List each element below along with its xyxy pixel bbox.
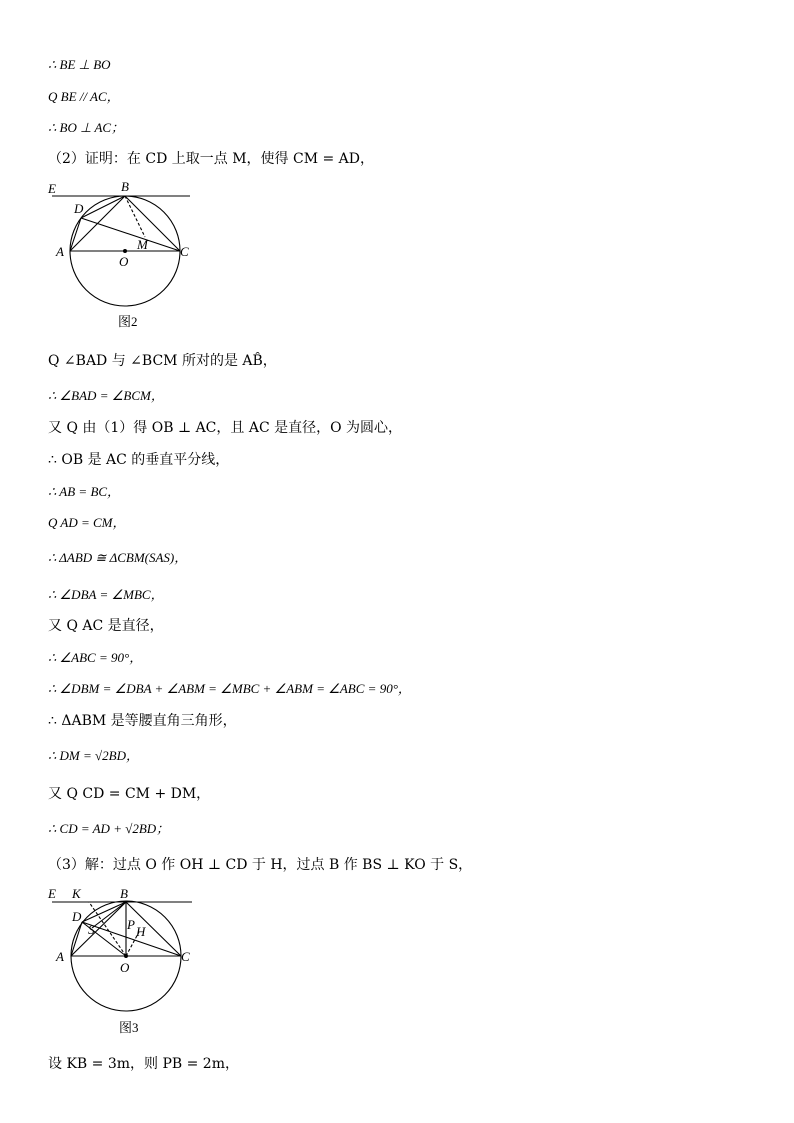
proof-line: ∴ CD = AD + √2BD； <box>48 821 170 836</box>
proof-line: ∴ OB 是 AC 的垂直平分线， <box>48 452 230 468</box>
figure-3-caption: 图3 <box>119 1020 139 1035</box>
fig3-label-A: A <box>56 949 64 964</box>
proof-line: ∴ BO ⊥ AC； <box>48 120 125 135</box>
fig3-label-C: C <box>181 949 190 964</box>
proof-line: Q AD = CM， <box>48 515 126 530</box>
fig2-label-A: A <box>56 244 64 259</box>
fig3-label-S: S <box>88 922 95 937</box>
fig3-label-D: D <box>72 909 82 924</box>
fig2-label-D: D <box>74 201 84 216</box>
proof-line: 又 Q AC 是直径， <box>48 618 164 634</box>
figure-3 <box>44 884 204 1040</box>
proof-line: ∴ BE ⊥ BO <box>48 57 111 72</box>
proof-line: ∴ ∠ABC = 90°， <box>48 650 143 665</box>
proof-line: 又 Q CD = CM + DM， <box>48 786 211 802</box>
fig3-label-E: E <box>48 886 56 901</box>
fig2-label-M: M <box>137 237 148 252</box>
fig2-label-E: E <box>48 181 56 196</box>
proof-line: Q BE // AC， <box>48 89 120 104</box>
fig3-label-H: H <box>136 924 146 939</box>
proof-line: （2）证明：在 CD 上取一点 M，使得 CM = AD， <box>48 151 374 167</box>
proof-line: ∴ ΔABD ≅ ΔCBM(SAS)， <box>48 550 188 565</box>
proof-line: ∴ ∠DBM = ∠DBA + ∠ABM = ∠MBC + ∠ABM = ∠ABC = 90°， <box>48 681 411 696</box>
proof-line: ∴ AB = BC， <box>48 484 121 499</box>
fig3-label-K: K <box>72 886 81 901</box>
proof-line: 设 KB = 3m，则 PB = 2m， <box>48 1056 239 1072</box>
proof-line: ∴ ΔABM 是等腰直角三角形， <box>48 713 237 729</box>
figure-2-caption: 图2 <box>118 314 138 329</box>
fig3-label-P: P <box>127 917 135 932</box>
proof-line: ∴ DM = √2BD， <box>48 748 139 763</box>
fig2-label-B: B <box>121 180 129 194</box>
fig2-label-C: C <box>180 244 189 259</box>
proof-line: ∴ ∠DBA = ∠MBC， <box>48 587 164 602</box>
proof-line: Q ∠BAD 与 ∠BCM 所对的是 AB̂， <box>48 353 277 369</box>
figure-2 <box>44 180 204 332</box>
proof-line: 又 Q 由（1）得 OB ⊥ AC，且 AC 是直径，O 为圆心， <box>48 420 403 436</box>
fig3-label-O: O <box>120 960 130 975</box>
fig2-label-O: O <box>119 254 129 269</box>
proof-line: （3）解：过点 O 作 OH ⊥ CD 于 H，过点 B 作 BS ⊥ KO 于 S， <box>48 857 473 873</box>
fig3-label-B: B <box>120 886 128 901</box>
proof-line: ∴ ∠BAD = ∠BCM， <box>48 388 164 403</box>
